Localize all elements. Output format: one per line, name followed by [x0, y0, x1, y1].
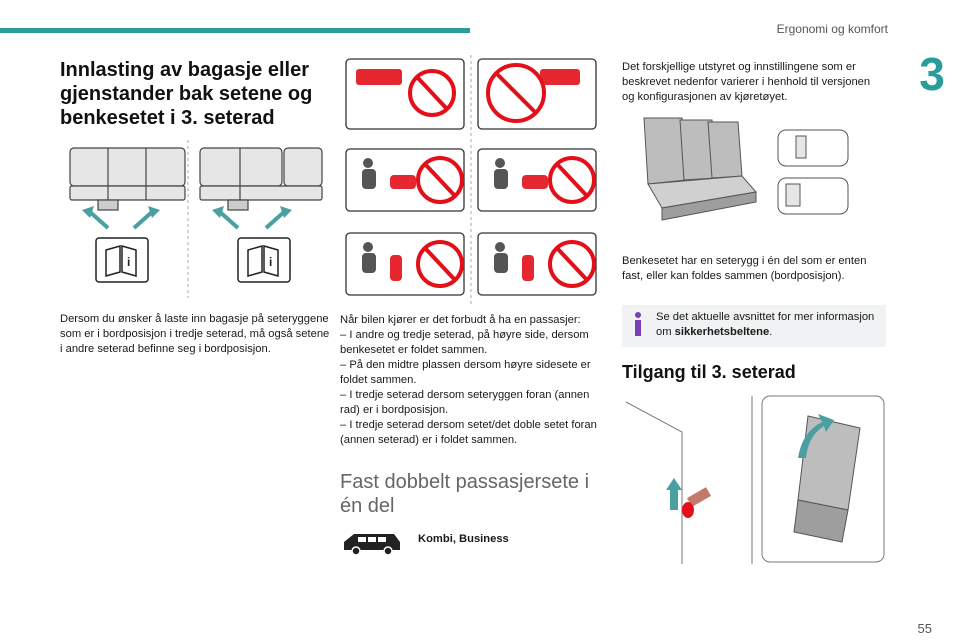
- prohibition-item: – I tredje seterad dersom setet/det doble setet foran (annen seterad) er i foldet sammen.: [340, 419, 597, 446]
- prohibition-item: – I andre og tredje seterad, på høyre side, dersom benkesetet er foldet sammen.: [340, 329, 589, 356]
- info-end: .: [769, 326, 773, 338]
- info-box: [622, 305, 886, 347]
- bench-seat-illustration: [622, 110, 884, 245]
- seat-row-right: [200, 148, 322, 210]
- intro-paragraph: Det forskjellige utstyret og innstillingene som er beskrevet nedenfor varierer i henhold til versjonen og konfigurasjonen av kjøretøyet.: [622, 61, 871, 103]
- version-kombi: Kombi: [418, 533, 453, 545]
- section-heading-third-row: Tilgang til 3. seterad: [622, 362, 796, 382]
- prohibition-item: – På den midtre plassen dersom høyre sidesete er foldet sammen.: [340, 359, 591, 386]
- version-label: [418, 533, 509, 545]
- third-row-access-illustration: [622, 392, 886, 564]
- section-heading-fixed-seat: Fast dobbelt passasjersete i én del: [340, 471, 590, 517]
- info-text: Se det aktuelle avsnittet for mer informasjon om: [656, 311, 875, 338]
- prohibition-text: [340, 313, 602, 448]
- seat-row-left: [70, 148, 185, 210]
- manual-book-icon: [96, 238, 148, 282]
- chapter-number: 3: [904, 42, 960, 106]
- header-accent-bar: [0, 28, 470, 33]
- page-number: 55: [917, 621, 932, 636]
- svg-text:i: i: [269, 255, 273, 269]
- seat-loading-illustration: [60, 138, 330, 298]
- seatbelt-link[interactable]: sikkerhetsbeltene: [674, 326, 770, 338]
- version-separator: ,: [452, 533, 460, 545]
- prohibited-passenger-illustration: [340, 55, 602, 305]
- loading-paragraph: Dersom du ønsker å laste inn bagasje på seteryggene som er i bordposisjon i tredje seterad, må også setene i andre seterad befinne seg i bordposisjon.: [60, 313, 330, 355]
- svg-text:i: i: [127, 255, 131, 269]
- van-icon: [340, 528, 404, 558]
- info-icon: [630, 311, 646, 337]
- manual-book-icon: [238, 238, 290, 282]
- prohibition-item: – I tredje seterad dersom seteryggen foran (annen rad) er i bordposisjon.: [340, 389, 590, 416]
- release-handle-icon: [682, 487, 711, 518]
- version-business: Business: [459, 533, 509, 545]
- page-heading: Innlasting av bagasje eller gjenstander bak setene og benkesetet i 3. seterad: [60, 59, 313, 129]
- section-title: Ergonomi og komfort: [776, 22, 888, 36]
- bench-paragraph: Benkesetet har en seterygg i én del som er enten fast, eller kan foldes sammen (bordposisjon).: [622, 255, 867, 282]
- prohibition-intro: Når bilen kjører er det forbudt å ha en passasjer:: [340, 314, 581, 326]
- version-row: [340, 528, 602, 568]
